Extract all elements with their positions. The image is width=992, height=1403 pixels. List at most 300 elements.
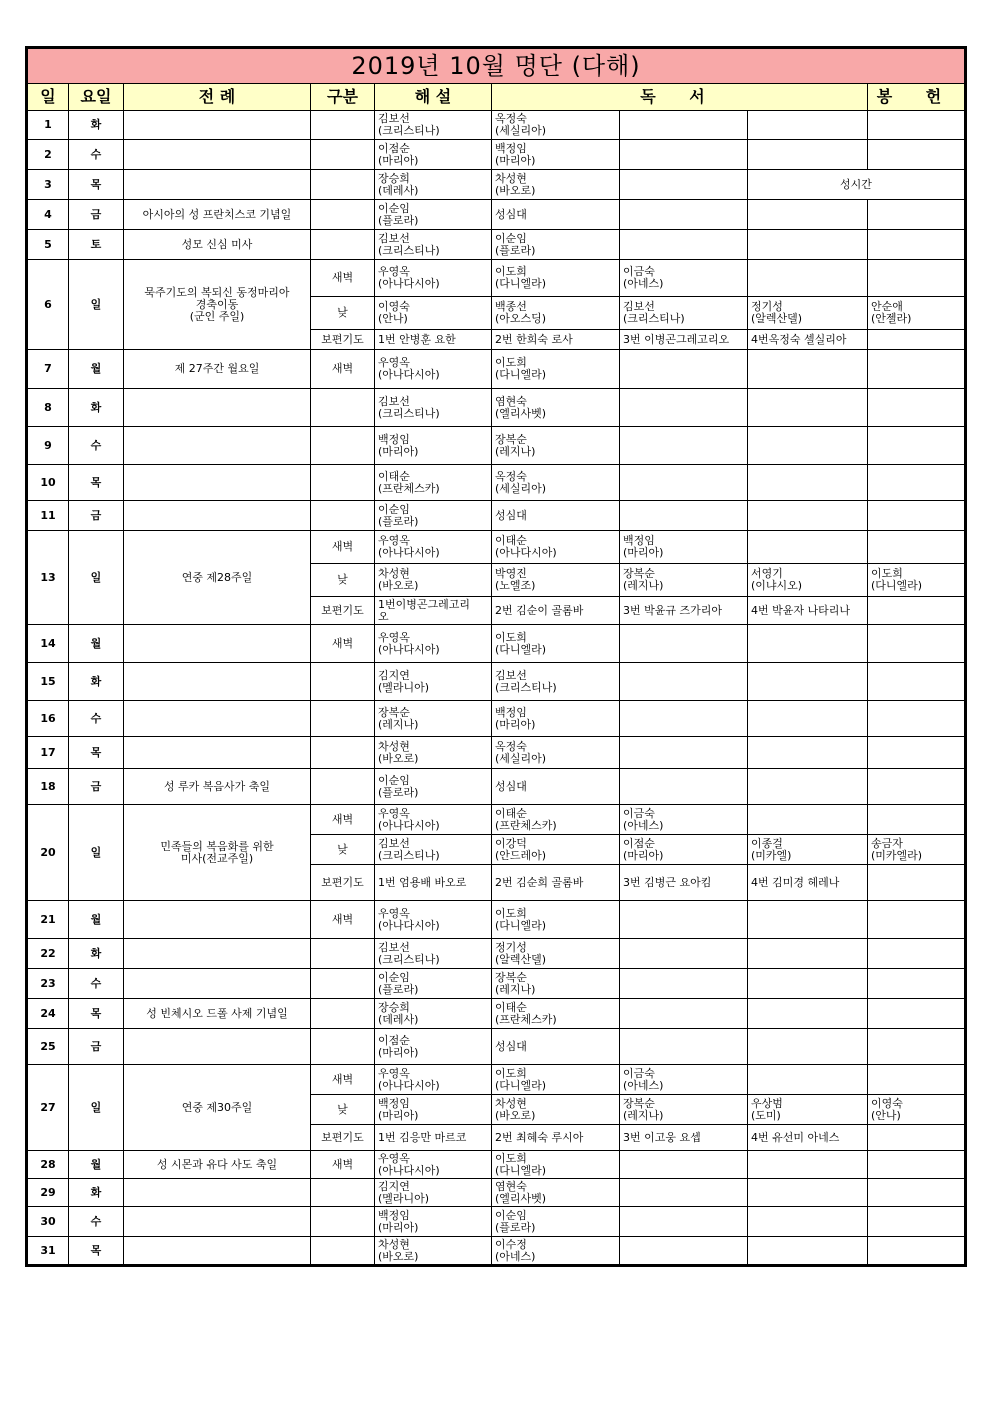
commentary-cell: 우영옥 (아나다시아) bbox=[375, 531, 492, 564]
offering-cell bbox=[748, 663, 868, 701]
reading-cell bbox=[620, 769, 748, 805]
offering-cell: 4번 김미경 헤레나 bbox=[748, 865, 868, 901]
liturgy-cell bbox=[124, 427, 311, 465]
reading-cell bbox=[620, 737, 748, 769]
reading-cell: 이점순 (마리아) bbox=[620, 835, 748, 865]
reading-cell: 이도희 (다니엘라) bbox=[492, 1065, 620, 1095]
section-cell: 새벽 bbox=[311, 625, 375, 663]
offering-cell bbox=[868, 865, 966, 901]
liturgy-cell: 민족들의 복음화를 위한 미사(전교주일) bbox=[124, 805, 311, 901]
section-cell bbox=[311, 939, 375, 969]
section-cell bbox=[311, 737, 375, 769]
section-cell bbox=[311, 1029, 375, 1065]
offering-cell bbox=[868, 111, 966, 140]
section-cell bbox=[311, 427, 375, 465]
reading-cell: 이도희 (다니엘라) bbox=[492, 1151, 620, 1179]
section-cell: 낮 bbox=[311, 835, 375, 865]
reading-cell bbox=[620, 901, 748, 939]
reading-cell: 3번 이고웅 요셉 bbox=[620, 1125, 748, 1151]
day-number: 20 bbox=[27, 805, 69, 901]
commentary-cell: 백정임 (마리아) bbox=[375, 1095, 492, 1125]
reading-cell bbox=[620, 111, 748, 140]
liturgy-cell bbox=[124, 465, 311, 501]
section-cell bbox=[311, 663, 375, 701]
table-row bbox=[27, 140, 966, 170]
weekday: 화 bbox=[69, 111, 124, 140]
reading-cell: 백정임 (마리아) bbox=[620, 531, 748, 564]
offering-cell bbox=[868, 531, 966, 564]
reading-cell: 옥정숙 (세실리아) bbox=[492, 737, 620, 769]
offering-cell: 4번 박윤자 나타리나 bbox=[748, 597, 868, 625]
liturgy-cell bbox=[124, 969, 311, 999]
section-cell bbox=[311, 465, 375, 501]
section-cell: 낮 bbox=[311, 297, 375, 330]
reading-cell: 성심대 bbox=[492, 501, 620, 531]
table-row bbox=[27, 1029, 966, 1065]
reading-cell: 차성현 (바오로) bbox=[492, 170, 620, 200]
weekday: 목 bbox=[69, 999, 124, 1029]
section-cell: 새벽 bbox=[311, 1065, 375, 1095]
table-row bbox=[27, 1179, 966, 1207]
weekday: 수 bbox=[69, 1207, 124, 1237]
table-row bbox=[27, 625, 966, 663]
reading-cell bbox=[620, 969, 748, 999]
weekday: 화 bbox=[69, 1179, 124, 1207]
reading-cell: 이순임 (플로라) bbox=[492, 1207, 620, 1237]
offering-cell bbox=[868, 625, 966, 663]
header-day: 일 bbox=[27, 84, 69, 111]
day-number: 11 bbox=[27, 501, 69, 531]
section-cell: 낮 bbox=[311, 1095, 375, 1125]
table-row bbox=[27, 427, 966, 465]
liturgy-cell: 제 27주간 월요일 bbox=[124, 350, 311, 389]
table-row bbox=[27, 200, 966, 230]
day-number: 7 bbox=[27, 350, 69, 389]
commentary-cell: 이영숙 (안나) bbox=[375, 297, 492, 330]
day-number: 2 bbox=[27, 140, 69, 170]
table-row bbox=[27, 1151, 966, 1179]
offering-cell: 이영숙 (안나) bbox=[868, 1095, 966, 1125]
table-row bbox=[27, 769, 966, 805]
offering-cell bbox=[748, 531, 868, 564]
liturgy-cell bbox=[124, 1179, 311, 1207]
offering-cell: 안순애 (안젤라) bbox=[868, 297, 966, 330]
reading-cell: 백정임 (마리아) bbox=[492, 701, 620, 737]
day-number: 23 bbox=[27, 969, 69, 999]
commentary-cell: 차성현 (바오로) bbox=[375, 1237, 492, 1266]
offering-cell bbox=[868, 427, 966, 465]
liturgy-cell bbox=[124, 1207, 311, 1237]
reading-cell: 백종선 (아오스딩) bbox=[492, 297, 620, 330]
liturgy-cell bbox=[124, 737, 311, 769]
section-cell: 새벽 bbox=[311, 260, 375, 297]
offering-cell bbox=[868, 1207, 966, 1237]
reading-cell: 장복순 (레지나) bbox=[492, 427, 620, 465]
section-cell: 보편기도 bbox=[311, 597, 375, 625]
header-liturgy: 전 례 bbox=[124, 84, 311, 111]
offering-cell bbox=[868, 597, 966, 625]
reading-cell: 3번 김병근 요아킴 bbox=[620, 865, 748, 901]
day-number: 3 bbox=[27, 170, 69, 200]
reading-cell: 성심대 bbox=[492, 1029, 620, 1065]
reading-cell: 이태순 (아나다시아) bbox=[492, 531, 620, 564]
liturgy-cell bbox=[124, 701, 311, 737]
weekday: 수 bbox=[69, 701, 124, 737]
day-number: 28 bbox=[27, 1151, 69, 1179]
day-number: 22 bbox=[27, 939, 69, 969]
commentary-cell: 우영옥 (아나다시아) bbox=[375, 901, 492, 939]
section-cell: 낮 bbox=[311, 564, 375, 597]
offering-cell bbox=[868, 1151, 966, 1179]
reading-cell: 2번 최혜숙 루시아 bbox=[492, 1125, 620, 1151]
day-number: 25 bbox=[27, 1029, 69, 1065]
table-row bbox=[27, 969, 966, 999]
day-number: 4 bbox=[27, 200, 69, 230]
commentary-cell: 차성현 (바오로) bbox=[375, 564, 492, 597]
header-weekday: 요일 bbox=[69, 84, 124, 111]
header-section: 구분 bbox=[311, 84, 375, 111]
offering-cell bbox=[868, 901, 966, 939]
commentary-cell: 백정임 (마리아) bbox=[375, 1207, 492, 1237]
weekday: 금 bbox=[69, 1029, 124, 1065]
liturgy-cell bbox=[124, 663, 311, 701]
reading-cell: 이도희 (다니엘라) bbox=[492, 901, 620, 939]
commentary-cell: 이점순 (마리아) bbox=[375, 1029, 492, 1065]
day-number: 13 bbox=[27, 531, 69, 625]
reading-cell bbox=[620, 939, 748, 969]
offering-cell bbox=[748, 200, 868, 230]
offering-cell bbox=[868, 350, 966, 389]
offering-cell bbox=[868, 501, 966, 531]
table-row bbox=[27, 737, 966, 769]
reading-cell: 이금숙 (아네스) bbox=[620, 260, 748, 297]
offering-cell bbox=[868, 465, 966, 501]
section-cell bbox=[311, 701, 375, 737]
offering-cell bbox=[868, 701, 966, 737]
offering-cell bbox=[868, 200, 966, 230]
reading-cell: 장복순 (레지나) bbox=[620, 1095, 748, 1125]
reading-cell bbox=[620, 701, 748, 737]
section-cell bbox=[311, 170, 375, 200]
day-number: 24 bbox=[27, 999, 69, 1029]
liturgy-cell bbox=[124, 1029, 311, 1065]
offering-cell: 송금자 (미카엘라) bbox=[868, 835, 966, 865]
header-commentary: 해 설 bbox=[375, 84, 492, 111]
weekday: 목 bbox=[69, 1237, 124, 1266]
reading-cell: 정기성 (알렉산델) bbox=[492, 939, 620, 969]
day-number: 9 bbox=[27, 427, 69, 465]
roster-table bbox=[25, 46, 967, 1267]
reading-cell bbox=[620, 389, 748, 427]
liturgy-cell: 묵주기도의 복되신 동정마리아 경축이동 (군인 주일) bbox=[124, 260, 311, 350]
reading-cell: 옥정숙 (세실리아) bbox=[492, 465, 620, 501]
section-cell bbox=[311, 1179, 375, 1207]
liturgy-cell bbox=[124, 1237, 311, 1266]
section-cell bbox=[311, 969, 375, 999]
table-row bbox=[27, 111, 966, 140]
reading-cell: 장복순 (레지나) bbox=[620, 564, 748, 597]
reading-cell: 이도희 (다니엘라) bbox=[492, 260, 620, 297]
reading-cell bbox=[620, 999, 748, 1029]
table-row bbox=[27, 999, 966, 1029]
weekday: 일 bbox=[69, 531, 124, 625]
offering-cell bbox=[748, 427, 868, 465]
offering-cell: 정기성 (알렉산델) bbox=[748, 297, 868, 330]
offering-cell bbox=[868, 969, 966, 999]
offering-cell: 4번 유선미 아네스 bbox=[748, 1125, 868, 1151]
commentary-cell: 김지연 (멜라니아) bbox=[375, 663, 492, 701]
reading-cell bbox=[620, 625, 748, 663]
weekday: 수 bbox=[69, 140, 124, 170]
weekday: 목 bbox=[69, 170, 124, 200]
table-row bbox=[27, 389, 966, 427]
weekday: 금 bbox=[69, 200, 124, 230]
reading-cell: 백정임 (마리아) bbox=[492, 140, 620, 170]
offering-cell bbox=[868, 737, 966, 769]
header-offering: 봉 헌 bbox=[868, 84, 966, 111]
section-cell bbox=[311, 111, 375, 140]
reading-cell: 2번 한희숙 로사 bbox=[492, 330, 620, 350]
offering-cell bbox=[868, 805, 966, 835]
day-number: 27 bbox=[27, 1065, 69, 1151]
offering-cell bbox=[868, 1125, 966, 1151]
commentary-cell: 우영옥 (아나다시아) bbox=[375, 625, 492, 663]
offering-cell bbox=[748, 805, 868, 835]
commentary-cell: 우영옥 (아나다시아) bbox=[375, 1151, 492, 1179]
day-number: 14 bbox=[27, 625, 69, 663]
reading-cell: 박영진 (노엘조) bbox=[492, 564, 620, 597]
table-row bbox=[27, 663, 966, 701]
offering-cell bbox=[748, 999, 868, 1029]
reading-cell: 3번 박윤규 즈가리아 bbox=[620, 597, 748, 625]
day-number: 15 bbox=[27, 663, 69, 701]
commentary-cell: 백정임 (마리아) bbox=[375, 427, 492, 465]
reading-cell bbox=[620, 140, 748, 170]
reading-cell: 이순임 (플로라) bbox=[492, 230, 620, 260]
offering-cell: 서영기 (이냐시오) bbox=[748, 564, 868, 597]
reading-cell: 3번 이병곤그레고리오 bbox=[620, 330, 748, 350]
table-row bbox=[27, 230, 966, 260]
table-row bbox=[27, 1065, 966, 1095]
section-cell: 새벽 bbox=[311, 531, 375, 564]
offering-cell bbox=[868, 230, 966, 260]
liturgy-cell bbox=[124, 625, 311, 663]
weekday: 금 bbox=[69, 769, 124, 805]
commentary-cell: 차성현 (바오로) bbox=[375, 737, 492, 769]
offering-cell bbox=[868, 140, 966, 170]
commentary-cell: 우영옥 (아나다시아) bbox=[375, 805, 492, 835]
commentary-cell: 장복순 (레지나) bbox=[375, 701, 492, 737]
table-row bbox=[27, 901, 966, 939]
reading-cell: 염현숙 (엘리사벳) bbox=[492, 389, 620, 427]
section-cell bbox=[311, 1237, 375, 1266]
commentary-cell: 1번 엄용배 바오로 bbox=[375, 865, 492, 901]
commentary-cell: 김보선 (크리스티나) bbox=[375, 389, 492, 427]
reading-cell: 성심대 bbox=[492, 200, 620, 230]
section-cell: 보편기도 bbox=[311, 1125, 375, 1151]
weekday: 화 bbox=[69, 389, 124, 427]
offering-cell bbox=[868, 330, 966, 350]
offering-cell bbox=[748, 701, 868, 737]
reading-cell: 이도희 (다니엘라) bbox=[492, 625, 620, 663]
liturgy-cell bbox=[124, 140, 311, 170]
day-number: 5 bbox=[27, 230, 69, 260]
reading-cell bbox=[620, 501, 748, 531]
reading-cell: 이태순 (프란체스카) bbox=[492, 805, 620, 835]
reading-cell: 2번 김순이 골롬바 bbox=[492, 597, 620, 625]
section-cell: 새벽 bbox=[311, 805, 375, 835]
day-number: 30 bbox=[27, 1207, 69, 1237]
table-row bbox=[27, 531, 966, 564]
weekday: 월 bbox=[69, 901, 124, 939]
commentary-cell: 김보선 (크리스티나) bbox=[375, 939, 492, 969]
weekday: 수 bbox=[69, 427, 124, 465]
offering-cell bbox=[868, 389, 966, 427]
reading-cell: 염현숙 (엘리사벳) bbox=[492, 1179, 620, 1207]
day-number: 10 bbox=[27, 465, 69, 501]
section-cell bbox=[311, 999, 375, 1029]
commentary-cell: 이순임 (플로라) bbox=[375, 969, 492, 999]
reading-cell bbox=[620, 350, 748, 389]
weekday: 목 bbox=[69, 465, 124, 501]
reading-cell: 이금숙 (아네스) bbox=[620, 1065, 748, 1095]
reading-cell: 이수정 (아네스) bbox=[492, 1237, 620, 1266]
day-number: 18 bbox=[27, 769, 69, 805]
header-reading: 독 서 bbox=[492, 84, 868, 111]
commentary-cell: 김보선 (크리스티나) bbox=[375, 111, 492, 140]
reading-cell bbox=[620, 1151, 748, 1179]
reading-cell: 옥정숙 (세실리아) bbox=[492, 111, 620, 140]
offering-cell bbox=[748, 230, 868, 260]
commentary-cell: 1번이병곤그레고리 오 bbox=[375, 597, 492, 625]
offering-cell bbox=[748, 501, 868, 531]
weekday: 월 bbox=[69, 350, 124, 389]
offering-cell bbox=[748, 901, 868, 939]
liturgy-cell: 성 시몬과 유다 사도 축일 bbox=[124, 1151, 311, 1179]
table-row bbox=[27, 350, 966, 389]
liturgy-cell bbox=[124, 111, 311, 140]
liturgy-cell: 성 빈체시오 드폴 사제 기념일 bbox=[124, 999, 311, 1029]
day-number: 8 bbox=[27, 389, 69, 427]
reading-cell: 차성현 (바오로) bbox=[492, 1095, 620, 1125]
liturgy-cell: 성모 신심 미사 bbox=[124, 230, 311, 260]
section-cell: 새벽 bbox=[311, 350, 375, 389]
commentary-cell: 1번 안병훈 요한 bbox=[375, 330, 492, 350]
liturgy-cell bbox=[124, 170, 311, 200]
section-cell bbox=[311, 140, 375, 170]
weekday: 금 bbox=[69, 501, 124, 531]
offering-cell bbox=[868, 769, 966, 805]
liturgy-cell bbox=[124, 501, 311, 531]
reading-cell: 이금숙 (아네스) bbox=[620, 805, 748, 835]
offering-cell bbox=[748, 625, 868, 663]
offering-cell: 이종걸 (미카엘) bbox=[748, 835, 868, 865]
reading-cell: 김보선 (크리스티나) bbox=[492, 663, 620, 701]
reading-cell bbox=[620, 1207, 748, 1237]
offering-cell bbox=[748, 769, 868, 805]
weekday: 목 bbox=[69, 737, 124, 769]
reading-cell bbox=[620, 230, 748, 260]
liturgy-cell bbox=[124, 939, 311, 969]
weekday: 월 bbox=[69, 1151, 124, 1179]
offering-cell: 이도희 (다니엘라) bbox=[868, 564, 966, 597]
offering-cell bbox=[868, 663, 966, 701]
liturgy-cell: 연중 제30주일 bbox=[124, 1065, 311, 1151]
offering-cell bbox=[748, 969, 868, 999]
reading-cell: 장복순 (레지나) bbox=[492, 969, 620, 999]
offering-cell bbox=[868, 1029, 966, 1065]
reading-cell: 2번 김순희 골롬바 bbox=[492, 865, 620, 901]
table-row bbox=[27, 1207, 966, 1237]
offering-cell bbox=[868, 999, 966, 1029]
commentary-cell: 우영옥 (아나다시아) bbox=[375, 350, 492, 389]
commentary-cell: 장승희 (데레사) bbox=[375, 170, 492, 200]
weekday: 토 bbox=[69, 230, 124, 260]
weekday: 일 bbox=[69, 260, 124, 350]
weekday: 월 bbox=[69, 625, 124, 663]
section-cell: 새벽 bbox=[311, 1151, 375, 1179]
section-cell bbox=[311, 769, 375, 805]
section-cell bbox=[311, 200, 375, 230]
reading-cell bbox=[620, 663, 748, 701]
offering-cell bbox=[868, 260, 966, 297]
offering-cell bbox=[748, 939, 868, 969]
section-cell bbox=[311, 389, 375, 427]
offering-cell bbox=[748, 260, 868, 297]
liturgy-cell: 성 루카 복음사가 축일 bbox=[124, 769, 311, 805]
commentary-cell: 김지연 (멜라니아) bbox=[375, 1179, 492, 1207]
day-number: 31 bbox=[27, 1237, 69, 1266]
commentary-cell: 장승희 (데레사) bbox=[375, 999, 492, 1029]
reading-cell bbox=[620, 465, 748, 501]
reading-cell: 성심대 bbox=[492, 769, 620, 805]
weekday: 일 bbox=[69, 1065, 124, 1151]
reading-cell bbox=[620, 427, 748, 465]
section-cell bbox=[311, 501, 375, 531]
table-row bbox=[27, 939, 966, 969]
offering-cell bbox=[748, 737, 868, 769]
page-title: 2019년 10월 명단 (다해) bbox=[27, 48, 966, 84]
offering-cell: 4번옥정숙 셀실리아 bbox=[748, 330, 868, 350]
day-number: 16 bbox=[27, 701, 69, 737]
commentary-cell: 김보선 (크리스티나) bbox=[375, 835, 492, 865]
reading-cell bbox=[620, 1179, 748, 1207]
offering-cell bbox=[748, 1179, 868, 1207]
weekday: 수 bbox=[69, 969, 124, 999]
commentary-cell: 이순임 (플로라) bbox=[375, 501, 492, 531]
liturgy-cell bbox=[124, 901, 311, 939]
offering-cell bbox=[748, 350, 868, 389]
commentary-cell: 이순임 (플로라) bbox=[375, 769, 492, 805]
weekday: 일 bbox=[69, 805, 124, 901]
liturgy-cell bbox=[124, 389, 311, 427]
table-row bbox=[27, 1237, 966, 1266]
table-row bbox=[27, 501, 966, 531]
reading-cell bbox=[620, 170, 748, 200]
offering-cell bbox=[868, 1179, 966, 1207]
reading-cell bbox=[620, 1029, 748, 1065]
offering-cell bbox=[748, 111, 868, 140]
day-number: 6 bbox=[27, 260, 69, 350]
day-number: 29 bbox=[27, 1179, 69, 1207]
reading-cell: 이도희 (다니엘라) bbox=[492, 350, 620, 389]
weekday: 화 bbox=[69, 663, 124, 701]
liturgy-cell: 연중 제28주일 bbox=[124, 531, 311, 625]
commentary-cell: 이점순 (마리아) bbox=[375, 140, 492, 170]
offering-cell bbox=[748, 140, 868, 170]
section-cell: 새벽 bbox=[311, 901, 375, 939]
table-row bbox=[27, 805, 966, 835]
